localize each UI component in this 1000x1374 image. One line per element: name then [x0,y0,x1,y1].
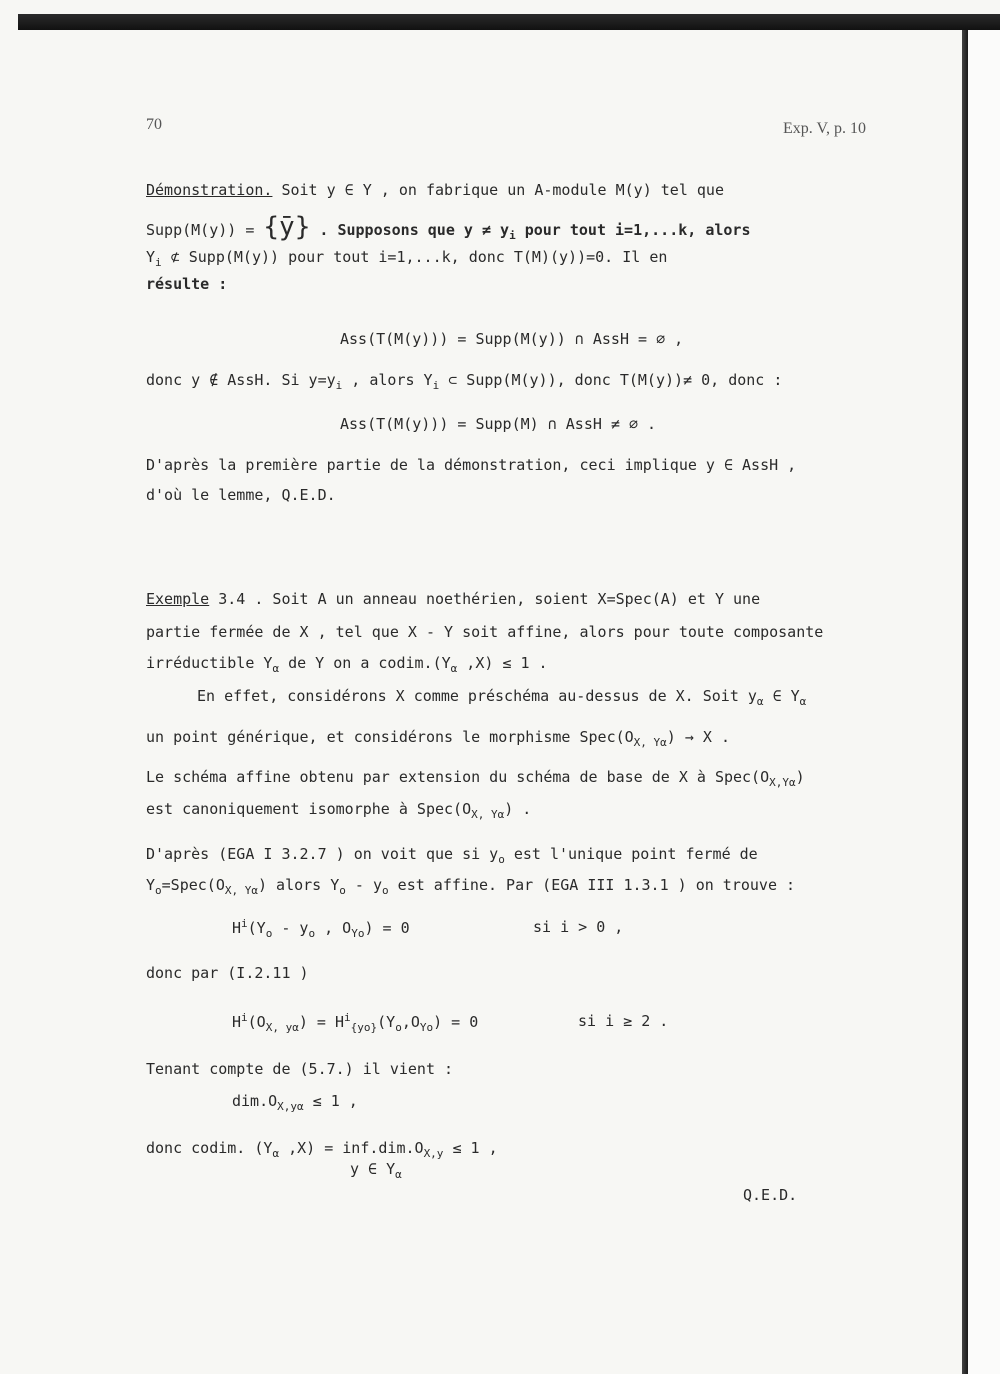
sub: α [272,662,280,675]
demo-suppose: . Supposons que y ≠ y [310,221,510,239]
demo-line-2 [146,214,751,241]
qed: Q.E.D. [743,1186,798,1204]
t: ) = 0 [433,1013,479,1031]
t: (Y [377,1013,396,1031]
sub: o [395,1021,402,1034]
t: ⊂ Supp(M(y)), donc T(M(y))≠ 0, donc : [439,371,783,389]
t: est canoniquement isomorphe à Spec(O [146,800,472,818]
t: est l'unique point fermé de [504,845,758,863]
sub: α [272,1147,280,1160]
t: ) = 0 [364,919,410,937]
t: ∈ Y [763,687,800,705]
equation-1: Ass(T(M(y))) = Supp(M(y)) ∩ AssH = ∅ , [340,330,684,348]
sub: X, Yα [633,736,667,749]
example-line-12 [146,1141,498,1159]
t: 3.4 . Soit A un anneau noethérien, soient X=Spec(A) et Y une [218,590,761,608]
t: ) [795,768,805,786]
t: irréductible Y [146,654,273,672]
sub: α [395,1168,402,1181]
equation-3-condition: si i > 0 , [533,918,624,936]
example-line-6 [146,770,805,788]
sub: X, Yα [224,884,258,897]
sub: X,y [423,1147,444,1160]
closure-set: {ȳ} [263,212,311,242]
demo-line-4: résulte : [146,275,228,293]
demo-line-5 [146,373,782,391]
t: y ∈ Y [350,1160,396,1178]
t: - y [345,876,383,894]
t: D'après (EGA I 3.2.7 ) on voit que si y [146,845,499,863]
t: donc codim. (Y [146,1139,273,1157]
t: En effet, considérons X comme préschéma au-dessus de X. Soit y [197,687,757,705]
t: , O [315,919,352,937]
sub: o [382,884,389,897]
demo-line-7: d'où le lemme, Q.E.D. [146,486,336,504]
equation-3 [232,918,410,939]
example-line-9 [146,878,795,896]
t: (O [247,1013,266,1031]
scan-top-bar [18,14,1000,30]
sub: X,Yα [769,776,796,789]
equation-5 [232,1094,358,1112]
sub: o [339,884,346,897]
t: de Y on a codim.(Y [279,654,451,672]
t: ⊄ Supp(M(y)) pour tout i=1,...k, donc T(M)(y))=0. Il en [161,248,668,266]
example-line-1 [146,592,760,607]
t: donc y ∉ AssH. Si y=y [146,371,336,389]
sub: X, yα [265,1021,299,1034]
example-line-3 [146,656,548,674]
equation-4 [232,1012,478,1033]
demo-line-1 [146,183,724,198]
t: ) . [504,800,532,818]
t: H [232,919,242,937]
demo-line-3 [146,250,667,268]
sub: X, Yα [471,808,505,821]
t: ) = H [298,1013,344,1031]
t: Le schéma affine obtenu par extension du schéma de base de X à Spec(O [146,768,770,786]
sub: i [509,229,516,242]
t: H [232,1013,242,1031]
sub: o [155,884,162,897]
t: ) → X . [666,728,731,746]
sub: α [450,662,458,675]
demo-line-6: D'après la première partie de la démonstration, ceci implique y ∈ AssH , [146,456,797,474]
example-line-4 [197,689,806,707]
example-line-10: donc par (I.2.11 ) [146,964,309,982]
sub: i [335,379,343,392]
sub: i [432,379,440,392]
equation-4-condition: si i ≥ 2 . [578,1012,669,1030]
sub: Yo [419,1021,434,1034]
t: ≤ 1 , [443,1139,498,1157]
sub: o [308,927,316,940]
example-line-5 [146,730,730,748]
t: Y [146,876,156,894]
inf-index [350,1162,402,1180]
t: ,O [401,1013,420,1031]
t: =Spec(O [161,876,225,894]
sub: i [155,256,162,269]
t: - y [272,919,309,937]
sup: i [241,1011,248,1024]
t: ,X) ≤ 1 . [457,654,548,672]
demo-label: Démonstration. [146,181,273,199]
demo-for-all: pour tout i=1,...k, alors [515,221,751,239]
demo-text-1: Soit y ∈ Y , on fabrique un A-module M(y) tel que [281,181,724,199]
example-line-11: Tenant compte de (5.7.) il vient : [146,1060,454,1078]
running-head: Exp. V, p. 10 [783,120,866,137]
equation-2: Ass(T(M(y))) = Supp(M) ∩ AssH ≠ ∅ . [340,415,657,433]
scan-margin [968,30,1000,1374]
sub: X,yα [277,1100,304,1113]
page-number: 70 [146,116,162,133]
sub: o [265,927,273,940]
sup: i [344,1011,351,1024]
sub: {yo} [350,1021,378,1034]
t: ,X) = inf.dim.O [279,1139,424,1157]
example-line-2: partie fermée de X , tel que X - Y soit affine, alors pour toute composante [146,623,824,641]
t: (Y [247,919,266,937]
t: un point générique, et considérons le morphisme Spec(O [146,728,634,746]
example-line-8 [146,847,758,865]
t: est affine. Par (EGA III 1.3.1 ) on trouve : [388,876,796,894]
sub: Yo [351,927,365,940]
example-label: Exemple [146,590,210,608]
t: dim.O [232,1092,278,1110]
t: Y [146,248,156,266]
sub: α [756,695,764,708]
t: ≤ 1 , [303,1092,358,1110]
sub: o [498,853,505,866]
t: , alors Y [342,371,433,389]
sup: i [241,917,248,930]
sub: α [799,695,807,708]
example-line-7 [146,802,531,820]
demo-supp: Supp(M(y)) = [146,221,264,239]
t: ) alors Y [258,876,340,894]
